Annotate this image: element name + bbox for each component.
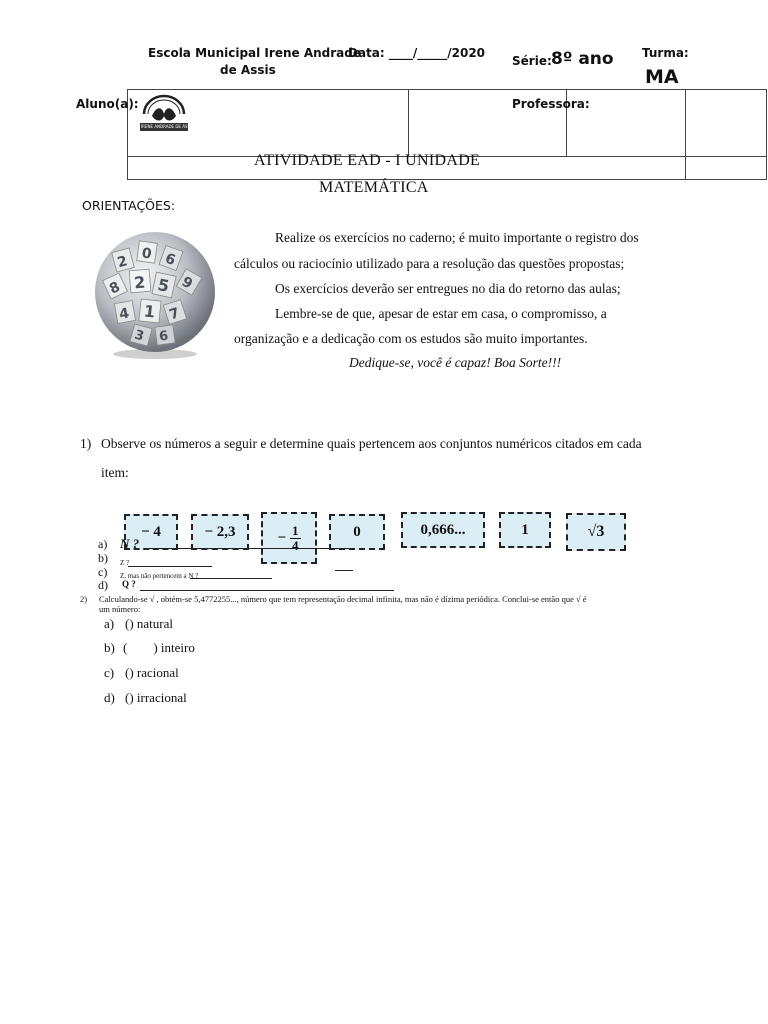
answer-line-c[interactable] [190,578,272,579]
answer-line-a[interactable] [148,548,353,549]
activity-title: ATIVIDADE EAD - I UNIDADE [254,152,481,169]
answer-line-b[interactable] [128,566,212,567]
number-box-minus-one-quarter: − $\frac{1}{4}$ [261,512,317,564]
numbers-sphere-image [92,228,218,360]
svg-text:8: 8 [107,278,123,298]
school-emblem-icon [134,92,194,136]
svg-text:4: 4 [118,305,131,323]
q2-text: Calculando-se √ , obtém-se 5,4772255..., número que tem representação decimal infinita, mas não é dízima periódica. Conclui-se então que √ é [99,594,587,604]
orientacao-line-4: Lembre-se de que, apesar de estar em casa, o compromisso, a [275,306,607,321]
orientacao-line-3: Os exercícios deverão ser entregues no dia do retorno das aulas; [275,281,621,296]
number-box-zero: 0 [329,514,385,550]
q1-text: Observe os números a seguir e determine quais pertencem aos conjuntos numéricos citados em cada [101,436,642,451]
q2-option-c[interactable]: () racional [125,665,179,680]
logo-text: IRENE ANDRADE DE ASSIS [141,124,194,129]
date-field: Data: ____/_____/2020 [348,46,486,60]
svg-text:6: 6 [162,250,178,270]
turma-value: MA [645,66,679,88]
q2-option-a[interactable]: () natural [125,616,174,631]
svg-text:7: 7 [167,305,182,324]
svg-text:2: 2 [115,253,130,272]
q2-option-a-letter: a) [104,616,115,631]
number-box-minus-2-3: − 2,3 [191,514,249,550]
orientacao-line-2: cálculos ou raciocínio utilizado para a resolução das questões propostas; [234,256,625,271]
svg-text:9: 9 [178,273,196,293]
aluno-label: Aluno(a): [76,97,139,111]
number-box-one: 1 [499,512,551,548]
q1-item-a-letter: a) [98,537,108,551]
answer-line-c-extra[interactable] [335,570,353,571]
orientacao-line-1: Realize os exercícios no caderno; é muito importante o registro dos [275,230,639,245]
school-name: Escola Municipal Irene Andrade [148,46,361,60]
serie-value: 8º ano [551,49,614,69]
q1-number: 1) [80,436,92,451]
blank-cell-3 [686,157,767,180]
professora-label: Professora: [512,97,590,111]
svg-text:3: 3 [132,327,146,345]
svg-text:1: 1 [142,301,157,322]
q1-item-b-text: Z ? [120,559,130,567]
orientacao-line-5: organização e a dedicação com os estudos são muito importantes. [234,331,588,346]
subject-title: MATEMÁTICA [319,179,429,196]
blank-cell-2 [686,90,767,157]
number-ball-icon [92,228,218,360]
school-logo [134,92,194,136]
q2-number: 2) [80,594,88,604]
svg-text:2: 2 [133,272,147,293]
number-box-repeating-decimal: 0,666... [401,512,485,548]
q2-option-b[interactable]: ( ) inteiro [123,640,195,655]
q1-text-line2: item: [101,465,129,480]
q1-item-d-text: Q ? [122,579,136,589]
q2-option-d[interactable]: () irracional [125,690,187,705]
svg-text:6: 6 [158,328,170,345]
svg-text:5: 5 [156,274,171,296]
number-box-minus-4: − 4 [124,514,178,550]
svg-text:0: 0 [140,245,153,263]
closing-message: Dedique-se, você é capaz! Boa Sorte!!! [349,355,562,370]
q1-item-c-letter: c) [98,565,108,579]
school-name-line2: de Assis [220,63,276,77]
q1-item-d-letter: d) [98,578,108,592]
q2-text-line2: um número: [99,604,141,614]
orientacoes-label: ORIENTAÇÕES: [82,198,176,213]
q2-option-b-letter: b) [104,640,115,655]
q1-item-a-text: N ? [120,536,140,551]
turma-label: Turma: [642,46,689,60]
number-box-sqrt-3: √3 [566,513,626,551]
serie-label: Série: [512,54,552,68]
q1-item-c-text: Z, mas não pertencem a N ? [120,572,199,580]
answer-line-d[interactable] [140,590,394,591]
q2-option-c-letter: c) [104,665,115,680]
q1-item-b-letter: b) [98,551,108,565]
q2-option-d-letter: d) [104,690,115,705]
